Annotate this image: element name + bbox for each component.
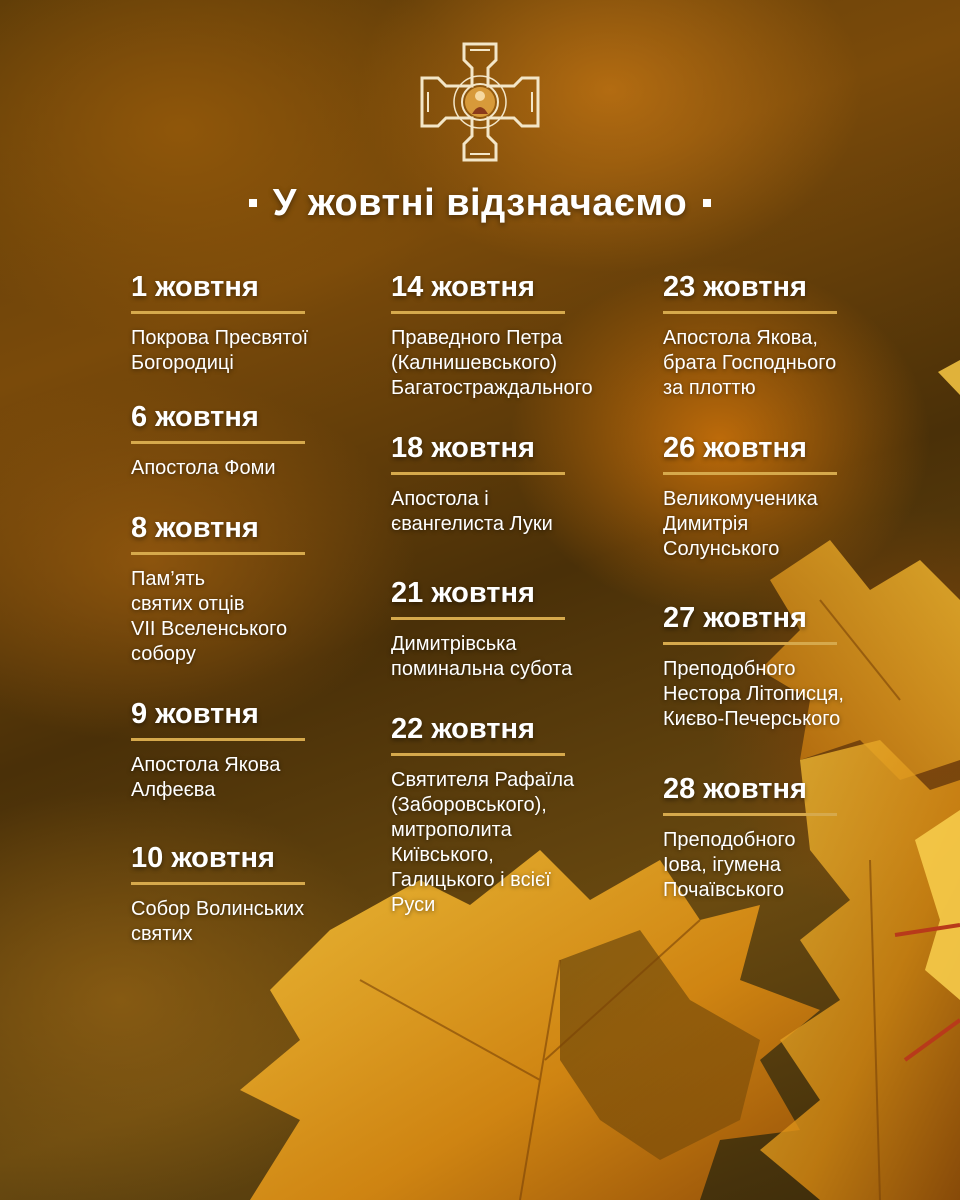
feast-entry [391, 270, 593, 401]
feast-entry [131, 697, 305, 803]
date-underline [663, 472, 837, 475]
feast-entry [131, 841, 305, 947]
date-underline [391, 311, 565, 314]
feast-name: Преподобного Нестора Літописця, Києво-Печерського [663, 658, 844, 730]
date-underline [131, 552, 305, 555]
feast-date: 23 жовтня [663, 271, 807, 303]
feast-name: Димитрівська поминальна субота [391, 633, 573, 680]
feast-entry [131, 511, 305, 667]
feast-date: 1 жовтня [131, 271, 259, 303]
page-title [0, 182, 960, 225]
date-underline [663, 813, 837, 816]
feast-entry [131, 400, 305, 481]
feast-date: 9 жовтня [131, 698, 259, 730]
feast-date: 18 жовтня [391, 432, 535, 464]
feast-date: 27 жовтня [663, 602, 807, 634]
feast-entry [663, 431, 837, 562]
feast-entry [663, 270, 837, 401]
date-underline [663, 311, 837, 314]
feast-entry [391, 576, 572, 682]
feast-name: Пам’ять святих отців VII Вселенського собору [131, 568, 288, 665]
date-underline [391, 617, 565, 620]
feast-entry [391, 712, 574, 918]
date-underline [391, 753, 565, 756]
feast-date: 22 жовтня [391, 713, 535, 745]
date-underline [131, 311, 305, 314]
date-underline [391, 472, 565, 475]
date-underline [131, 441, 305, 444]
date-underline [131, 882, 305, 885]
feast-name: Великомученика Димитрія Солунського [663, 488, 818, 560]
feast-name: Апостола і євангелиста Луки [391, 488, 553, 535]
feast-name: Праведного Петра (Калнишевського) Багатостраждального [391, 327, 593, 399]
title-text: У жовтні відзначаємо [272, 182, 688, 224]
feast-date: 26 жовтня [663, 432, 807, 464]
feast-date: 28 жовтня [663, 773, 807, 805]
feast-entry [391, 431, 565, 537]
feast-date: 6 жовтня [131, 401, 259, 433]
feast-name: Преподобного Іова, ігумена Почаївського [663, 829, 796, 901]
title-bullet-right [703, 199, 711, 207]
feast-date: 14 жовтня [391, 271, 535, 303]
feast-entry [663, 772, 837, 903]
feast-name: Покрова Пресвятої Богородиці [131, 327, 309, 374]
feast-name: Апостола Якова Алфеєва [131, 754, 281, 801]
date-underline [663, 642, 837, 645]
feast-date: 8 жовтня [131, 512, 259, 544]
orthodox-cross-emblem-icon [418, 40, 542, 164]
feast-name: Собор Волинських святих [131, 898, 305, 945]
date-underline [131, 738, 305, 741]
feast-name: Апостола Якова, брата Господнього за плоттю [663, 327, 837, 399]
feast-entry [131, 270, 308, 376]
feast-name: Апостола Фоми [131, 457, 276, 479]
feast-name: Святителя Рафаїла (Заборовського), митрополита Київського, Галицького і всієї Руси [391, 769, 575, 916]
feast-date: 10 жовтня [131, 842, 275, 874]
title-bullet-left [249, 199, 257, 207]
feast-date: 21 жовтня [391, 577, 535, 609]
feast-entry [663, 601, 844, 732]
